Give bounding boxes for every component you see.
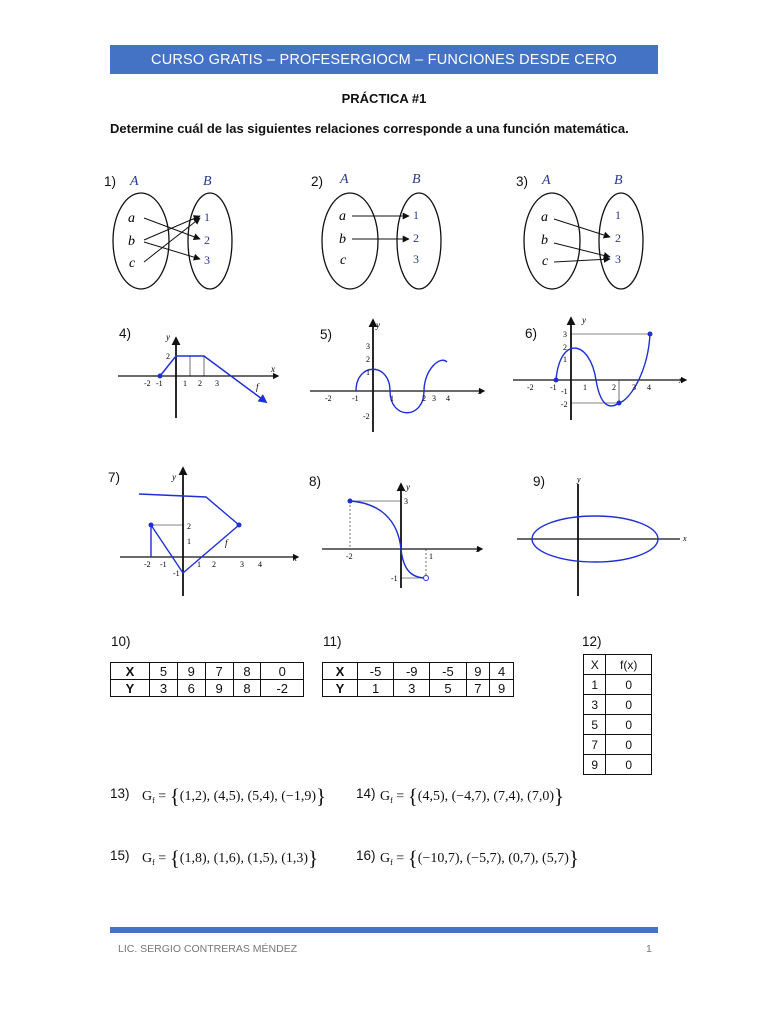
problem-15-number: 15): [110, 848, 130, 863]
x-tick-label: -1: [352, 394, 359, 403]
vertex-dot: [149, 523, 154, 528]
table-12: [583, 654, 652, 775]
close-brace: }: [554, 784, 565, 808]
x-tick-label: -2: [527, 383, 534, 392]
y-tick-label: -2: [561, 400, 568, 409]
table-cell: 0: [606, 695, 652, 715]
table-cell: 5: [584, 715, 606, 735]
table-10: [110, 662, 304, 697]
x-tick-label: 1: [429, 552, 433, 561]
graph-8: [322, 482, 482, 588]
open-brace: {: [407, 846, 418, 870]
x-axis-label: x: [683, 534, 687, 543]
graph-6: [513, 315, 686, 420]
open-brace: {: [407, 784, 418, 808]
codomain-element-1: 1: [204, 210, 210, 224]
set-elements: (−10,7), (−5,7), (0,7), (5,7): [417, 851, 569, 866]
set-b-label: B: [203, 174, 212, 189]
set-elements: (1,8), (1,6), (1,5), (1,3): [179, 851, 309, 866]
domain-element-c: c: [340, 253, 347, 268]
footer-bar: [110, 927, 658, 933]
equals-sign: =: [396, 789, 405, 804]
y-axis-label: y: [582, 315, 586, 325]
y-tick-label: -1: [391, 574, 398, 583]
close-brace: }: [568, 846, 579, 870]
codomain-element-2: 2: [413, 231, 419, 245]
set-subscript: f: [152, 858, 155, 867]
table-row: [323, 663, 514, 680]
y-tick-label: 3: [366, 342, 370, 351]
table-cell: 5: [150, 663, 178, 680]
problem-13-number: 13): [110, 786, 130, 801]
table-cell: 9: [490, 680, 514, 697]
table-cell: 0: [606, 675, 652, 695]
set-subscript: f: [152, 796, 155, 805]
x-tick-label: -1: [550, 383, 557, 392]
table-cell: 9: [466, 663, 490, 680]
domain-element-a: a: [541, 210, 548, 225]
column-header-fx: f(x): [606, 655, 652, 675]
minimum-dot: [617, 401, 622, 406]
x-tick-label: -1: [160, 560, 167, 569]
x-tick-label: 1: [583, 383, 587, 392]
y-tick-label: 3: [404, 497, 408, 506]
set-a-label: A: [130, 174, 139, 189]
table-cell: 0: [606, 735, 652, 755]
table-cell: 7: [466, 680, 490, 697]
problem-9-number: 9): [533, 474, 546, 489]
codomain-element-3: 3: [413, 252, 419, 266]
y-tick-label: 1: [187, 537, 191, 546]
x-tick-label: 1: [390, 394, 394, 403]
table-row: [584, 755, 652, 775]
y-tick-label: 3: [563, 330, 567, 339]
x-tick-label: 2: [422, 394, 426, 403]
page-number: 1: [646, 943, 652, 955]
close-brace: }: [308, 846, 319, 870]
domain-element-a: a: [128, 211, 135, 226]
table-row: [584, 735, 652, 755]
y-axis-label: y: [376, 320, 380, 330]
x-tick-label: 2: [212, 560, 216, 569]
table-cell: 0: [606, 715, 652, 735]
problem-8-number: 8): [309, 474, 322, 489]
domain-element-b: b: [128, 234, 135, 249]
x-tick-label: 3: [240, 560, 244, 569]
codomain-element-1: 1: [615, 208, 621, 222]
y-tick-label: 2: [563, 343, 567, 352]
set-subscript: f: [390, 796, 393, 805]
set-15: [142, 846, 318, 871]
table-cell: 3: [584, 695, 606, 715]
problem-11-number: 11): [323, 634, 342, 649]
x-tick-label: 3: [215, 379, 219, 388]
set-14: [380, 784, 564, 809]
table-cell: 3: [394, 680, 430, 697]
row-header-x: X: [111, 663, 150, 680]
banner-text: CURSO GRATIS – PROFESERGIOCM – FUNCIONES DESDE CERO: [151, 51, 617, 68]
problem-7-number: 7): [108, 470, 121, 485]
table-cell: 9: [205, 680, 233, 697]
y-tick-label: -1: [173, 569, 180, 578]
problem-14-number: 14): [356, 786, 376, 801]
x-tick-label: 3: [632, 383, 636, 392]
x-tick-label: -2: [346, 552, 353, 561]
table-row: [584, 715, 652, 735]
set-name: G: [380, 851, 391, 866]
x-tick-label: 1: [197, 560, 201, 569]
equals-sign: =: [158, 851, 167, 866]
y-tick-label: -1: [561, 387, 568, 396]
function-label: f: [225, 538, 228, 548]
x-axis-label: x: [476, 544, 480, 554]
domain-element-c: c: [542, 254, 549, 269]
codomain-element-1: 1: [413, 208, 419, 222]
set-a-label: A: [542, 173, 551, 188]
page-title: PRÁCTICA #1: [341, 91, 427, 106]
problem-16-number: 16): [356, 848, 376, 863]
set-13: [142, 784, 326, 809]
set-name: G: [142, 851, 153, 866]
y-tick-label: 1: [366, 368, 370, 377]
x-tick-label: -2: [144, 560, 151, 569]
set-b-label: B: [614, 173, 623, 188]
domain-element-b: b: [339, 232, 346, 247]
function-label: f: [256, 382, 259, 392]
problem-4-number: 4): [119, 326, 132, 341]
x-tick-label: -1: [156, 379, 163, 388]
table-cell: 1: [358, 680, 394, 697]
problem-3-number: 3): [516, 174, 529, 189]
codomain-element-3: 3: [615, 252, 621, 266]
table-row: [111, 663, 304, 680]
table-11: [322, 662, 514, 697]
problem-10-number: 10): [111, 634, 131, 649]
codomain-element-2: 2: [204, 233, 210, 247]
y-axis-label: y: [166, 332, 170, 342]
set-b-label: B: [412, 172, 421, 187]
table-header-row: [584, 655, 652, 675]
x-tick-label: 4: [647, 383, 651, 392]
table-cell: -5: [430, 663, 466, 680]
graph-4: [118, 332, 278, 418]
table-cell: 4: [490, 663, 514, 680]
row-header-x: X: [323, 663, 358, 680]
y-axis-label: y: [172, 472, 176, 482]
equals-sign: =: [396, 851, 405, 866]
domain-element-c: c: [129, 256, 136, 271]
open-brace: {: [169, 784, 180, 808]
y-axis-label: y: [577, 475, 581, 484]
y-tick-label: 2: [366, 355, 370, 364]
problem-1-number: 1): [104, 174, 117, 189]
y-tick-label: 2: [187, 522, 191, 531]
endpoint-dot: [648, 332, 653, 337]
x-axis-label: x: [478, 386, 482, 396]
table-cell: 7: [584, 735, 606, 755]
table-cell: 6: [177, 680, 205, 697]
open-endpoint: [424, 576, 429, 581]
relation-curve: [139, 494, 239, 573]
table-cell: 5: [430, 680, 466, 697]
graph-9: [517, 475, 687, 596]
problem-12-number: 12): [582, 634, 602, 649]
graph-7: [120, 468, 298, 596]
vertex-dot: [237, 523, 242, 528]
table-cell: 8: [233, 680, 261, 697]
x-tick-label: 2: [198, 379, 202, 388]
set-name: G: [380, 789, 391, 804]
x-axis-label: x: [679, 375, 683, 385]
x-axis-label: x: [293, 553, 297, 563]
row-header-y: Y: [111, 680, 150, 697]
set-a-label: A: [340, 172, 349, 187]
table-row: [111, 680, 304, 697]
table-cell: 1: [584, 675, 606, 695]
codomain-element-2: 2: [615, 231, 621, 245]
set-elements: (1,2), (4,5), (5,4), (−1,9): [179, 789, 316, 804]
column-header-x: X: [584, 655, 606, 675]
row-header-y: Y: [323, 680, 358, 697]
table-row: [584, 675, 652, 695]
function-curve: [350, 501, 426, 578]
footer-author: LIC. SERGIO CONTRERAS MÉNDEZ: [118, 943, 298, 955]
y-tick-label: -2: [363, 412, 370, 421]
set-name: G: [142, 789, 153, 804]
domain-element-a: a: [339, 209, 346, 224]
y-axis-label: y: [406, 482, 410, 492]
y-tick-label: 2: [166, 352, 170, 361]
problem-6-number: 6): [525, 326, 538, 341]
table-cell: 3: [150, 680, 178, 697]
x-tick-label: 4: [446, 394, 450, 403]
endpoint-dot: [554, 378, 559, 383]
y-tick-label: 1: [563, 355, 567, 364]
endpoint-dot: [158, 374, 163, 379]
equals-sign: =: [158, 789, 167, 804]
table-cell: -5: [358, 663, 394, 680]
table-cell: 8: [233, 663, 261, 680]
table-cell: -2: [261, 680, 304, 697]
table-cell: 0: [261, 663, 304, 680]
x-axis-label: x: [271, 364, 275, 374]
x-tick-label: 2: [612, 383, 616, 392]
problem-2-number: 2): [311, 174, 324, 189]
open-brace: {: [169, 846, 180, 870]
question-text: Determine cuál de las siguientes relaciones corresponde a una función matemática.: [110, 121, 629, 136]
table-cell: 0: [606, 755, 652, 775]
x-tick-label: -2: [325, 394, 332, 403]
set-elements: (4,5), (−4,7), (7,4), (7,0): [417, 789, 554, 804]
table-cell: 7: [205, 663, 233, 680]
close-brace: }: [316, 784, 327, 808]
x-tick-label: -2: [144, 379, 151, 388]
problem-5-number: 5): [320, 327, 333, 342]
set-subscript: f: [390, 858, 393, 867]
set-16: [380, 846, 579, 871]
domain-element-b: b: [541, 233, 548, 248]
table-cell: 9: [584, 755, 606, 775]
closed-endpoint: [348, 499, 353, 504]
codomain-element-3: 3: [204, 253, 210, 267]
table-row: [323, 680, 514, 697]
x-tick-label: 3: [432, 394, 436, 403]
table-cell: -9: [394, 663, 430, 680]
table-cell: 9: [177, 663, 205, 680]
x-tick-label: 4: [258, 560, 262, 569]
x-tick-label: 1: [183, 379, 187, 388]
graph-5: [310, 320, 484, 432]
table-row: [584, 695, 652, 715]
